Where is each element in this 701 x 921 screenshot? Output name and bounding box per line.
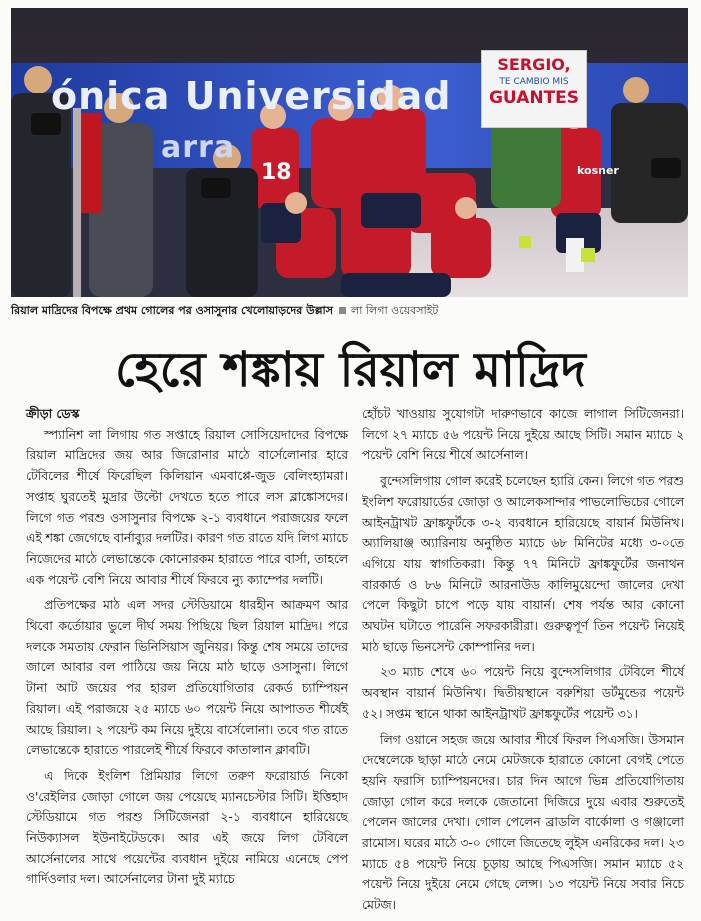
caption-separator-icon bbox=[339, 307, 346, 314]
jersey-number: 18 bbox=[261, 160, 292, 185]
photo-caption bbox=[11, 302, 688, 320]
stadium-board-text-lower: arra bbox=[161, 130, 236, 165]
fan-sign-line3: GUANTES bbox=[488, 88, 580, 108]
article-paragraph: প্রতিপক্ষের মাঠ এল সদর স্টেডিয়ামে ধারহীন আক্রমণ আর থিবো কর্তোয়ার ভুলে দীর্ঘ সময় পিছিয়ে ছিল রিয়াল মাদ্রিদ। পরে দলকে সমতায় ফেরান ভিনিসিয়াস জুনিয়র। কিন্তু শেষ সময়ে তাদের জালে আবার বল পাঠিয়ে জয় নিয়ে মাঠ ছাড়ে ওসাসুনা। লিগে টানা আট জয়ের পর হারল প্রতিযোগিতার রেকর্ড চ্যাম্পিয়ন রিয়াল। এই পরাজয়ে ২৫ ম্যাচে ৬০ পয়েন্ট নিয়ে আপাতত শীর্ষেই আছে রিয়াল। ২ পয়েন্ট কম নিয়ে দুইয়ে বার্সেলোনা। তবে গত রাতে লেভান্তেকে হারাতে পারলেই শীর্ষে ফিরবে কাতালান ক্লাবটি। bbox=[26, 598, 348, 758]
headline: হেরে শঙ্কায় রিয়াল মাদ্রিদ bbox=[115, 342, 586, 398]
fan-sign-line2: TE CAMBIO MIS bbox=[499, 77, 569, 87]
caption-source: লা লিগা ওয়েবসাইট bbox=[351, 304, 439, 317]
fan-sign bbox=[481, 50, 587, 128]
article-paragraph: বুন্দেসলিগায় গোল করেই চলেছেন হ্যারি কেন। লিগে গত পরশু ইংলিশ ফরোয়ার্ডের জোড়া ও আলেকসান্দার পাভলোভিচের গোলে আইনট্রাখট ফ্রাঙ্কফুর্টকে ৩-২ ব্যবধানে হারিয়েছে বায়ার্ন মিউনিখ। অ্যালিয়াঞ্জ অ্যারিনায় অনুষ্ঠিত ম্যাচে ৬৮ মিনিটের মধ্যে ৩-০তে এগিয়ে যায় স্বাগতিকরা। কিন্তু ৭৭ মিনিটে ফ্রাঙ্কফুর্টের জনাথন বারকার্ড ও ৮৬ মিনিটে আরনাউড কালিমুয়েন্দো জালের দেখা পেলে কিছুটা চাপে পড়ে যায় বায়ার্ন। শেষ পর্যন্ত আর কোনো অঘটন ঘটাতে পারেনি সফরকারীরা। গুরুত্বপূর্ণ তিন পয়েন্ট নিয়েই মাঠ ছাড়ে ভিনসেন্ট কোম্পানির দল। bbox=[362, 474, 684, 654]
article-paragraph: স্প্যানিশ লা লিগায় গত সপ্তাহে রিয়াল সোসিয়েদাদের বিপক্ষে রিয়াল মাদ্রিদের জয় আর জিরোনার মাঠে বার্সেলোনার হারে টেবিলের শীর্ষে ফিরেছিল কিলিয়ান এমবাপ্পে-জুড বেলিংহ্যামরা। সপ্তাহ ঘুরতেই মুদ্রার উল্টো দেখতে হতে পারে লস ব্লাঙ্কোসদের। লিগে গত পরশু ওসাসুনার বিপক্ষে ২-১ ব্যবধানে পরাজয়ের ফলে এই শঙ্কা জেগেছে বার্নাব্যুর দলটির। কারণ গত রাতে যদি লিগ ম্যাচে নিজেদের মাঠে লেভান্তেকে কোনোরকম হারাতে পারে বার্সা, তাহলে এক পয়েন্ট বেশি নিয়ে আবার শীর্ষে ফিরবে ন্যু ক্যাম্পের দলটি। bbox=[26, 427, 348, 587]
caption-text: রিয়াল মাদ্রিদের বিপক্ষে প্রথম গোলের পর ওসাসুনার খেলোয়াড়দের উল্লাস bbox=[11, 304, 334, 317]
article-paragraph: এ দিকে ইংলিশ প্রিমিয়ার লিগে তরুণ ফরোয়ার্ড নিকো ও'রেইলির জোড়া গোলে জয় পেয়েছে ম্যানচেস্টার সিটি। ইত্তিহাদ স্টেডিয়ামে গত পরশু সিটিজেনরা ২-১ ব্যবধানে হারিয়েছে নিউক্যাসল ইউনাইটেডকে। আর এই জয়ে লিগ টেবিলে আর্সেনালের সাথে পয়েন্টের ব্যবধান দুইয়ে নামিয়ে এনেছে পেপ গার্দিওলার দল। আর্সেনালের টানা দুই ম্যাচে bbox=[26, 768, 348, 887]
match-photo bbox=[11, 8, 688, 297]
article-column-left bbox=[26, 404, 348, 890]
fan-sign-line1: SERGIO, bbox=[497, 55, 571, 74]
shirt-sponsor: kosner bbox=[577, 164, 619, 177]
article-paragraph: লিগ ওয়ানে সহজ জয়ে আবার শীর্ষে ফিরল পিএসজি। উসমান দেম্বেলেকে ছাড়া মাঠে নেমে মেটজকে হারাতে কোনো বেগই পেতে হয়নি ফরাসি চ্যাম্পিয়নদের। চার দিন আগে ভিন্ন প্রতিযোগিতায় জোড়া গোল করে দলকে জেতানো দিজিরে দুয়ে এবার শুরুতেই পেলেন জালের দেখা। গোল পেলেন ব্রাডলি বার্কোলা ও গঞ্জালো রামোস। ঘরের মাঠে ৩-০ গোলে জিতেছে লুইস এনরিকের দল। ২৩ ম্যাচে ৫৪ পয়েন্ট নিয়ে চূড়ায় আছে পিএসজি। সমান ম্যাচে ৫২ পয়েন্ট নিয়ে দুইয়ে নেমে গেছে লেন্স। ১৩ পয়েন্ট নিয়ে সবার নিচে মেটজ। bbox=[362, 732, 684, 913]
article-paragraph: ২৩ ম্যাচ শেষে ৬০ পয়েন্ট নিয়ে বুন্দেসলিগার টেবিলে শীর্ষে অবস্থান বায়ার্ন মিউনিখ। দ্বিতীয়স্থানে বরুশিয়া ডর্টমুন্ডের পয়েন্ট ৫২। সপ্তম স্থানে থাকা আইনট্রাখট ফ্রাঙ্কফুর্টের পয়েন্ট ৩১। bbox=[362, 665, 684, 721]
article-column-right bbox=[362, 404, 684, 916]
article-paragraph: হোঁচট খাওয়ায় সুযোগটা দারুণভাবে কাজে লাগাল সিটিজেনরা। লিগে ২৭ ম্যাচে ৫৬ পয়েন্ট নিয়ে দুইয়ে আছে সিটি। সমান ম্যাচে ২ পয়েন্ট বেশি নিয়ে শীর্ষে আর্সেনাল। bbox=[362, 407, 684, 463]
stadium-board-text: ónica Universidad bbox=[51, 74, 452, 118]
desk-label: ক্রীড়া ডেস্ক bbox=[26, 407, 80, 421]
